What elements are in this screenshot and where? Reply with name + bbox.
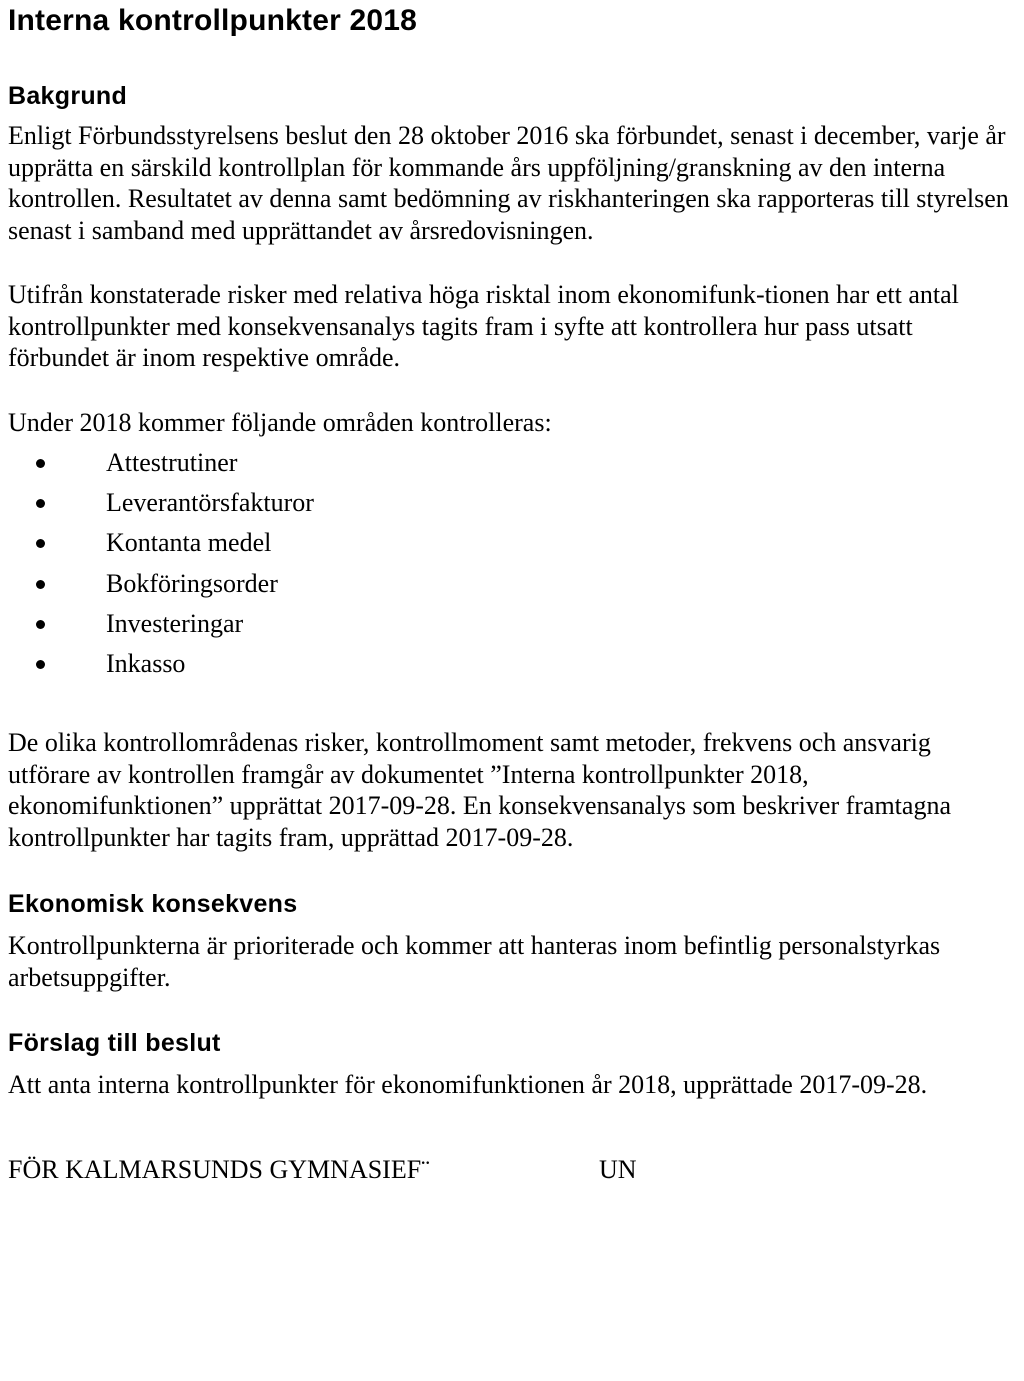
list-item-label: Inkasso [106,649,186,679]
section-heading-ekonomisk-konsekvens: Ekonomisk konsekvens [8,890,298,919]
list-item [8,604,1018,644]
list-item [8,564,1018,604]
list-item [8,443,1018,483]
bakgrund-paragraph-3: De olika kontrollområdenas risker, kontrollmoment samt metoder, frekvens och ansvarig utförare av kontrollen framgår av dokumentet ”Interna kontrollpunkter 2018, ekonomifunktionen” upprättat 2017-09-28. En konsekvensanalys som beskriver framtagna kontrollpunkter har tagits fram, upprättad 2017-09-28. [8,728,951,852]
ekonomisk-konsekvens-paragraph: Kontrollpunkterna är prioriterade och kommer att hanteras inom befintlig personalstyrkas arbetsuppgifter. [8,931,941,992]
bullet-icon [36,459,45,468]
list-item-label: Attestrutiner [106,448,238,477]
bullet-icon [36,620,45,629]
forslag-till-beslut-paragraph: Att anta interna kontrollpunkter för ekonomifunktionen år 2018, upprättade 2017-09-28. [8,1070,928,1100]
bullet-icon [36,660,45,669]
bullet-icon [36,539,45,548]
bullet-icon [36,580,45,589]
list-item [8,644,1018,684]
list-item-label: Kontanta medel [106,528,272,558]
bakgrund-paragraph-1: Enligt Förbundsstyrelsens beslut den 28 oktober 2016 ska förbundet, senast i december, varje år upprätta en särskild kontrollplan för kommande års uppföljning/granskning av den interna kontrollen. Resultatet av denna samt bedömning av riskhanteringen ska rapporteras till styrelsen senast i samband med upprättandet av årsredovisningen. [8,121,1009,245]
section-heading-bakgrund: Bakgrund [8,82,128,110]
signature-organization: FÖR KALMARSUNDS GYMNASIEF¨ [8,1154,430,1184]
list-item-label: Bokföringsorder [106,568,278,598]
list-item-label: Investeringar [106,608,244,638]
control-areas-list [8,443,1018,684]
list-item [8,523,1018,563]
bakgrund-paragraph-2: Utifrån konstaterade risker med relativa höga risktal inom ekonomifunk-tionen har ett antal kontrollpunkter med konsekvensanalys tagits fram i syfte att kontrollera hur pass utsatt förbundet är inom respektive område. [8,280,959,372]
document-title: Interna kontrollpunkter 2018 [8,4,418,37]
list-item-label: Leverantörsfakturor [106,488,314,518]
document-page [8,0,1018,1185]
section-heading-forslag-till-beslut: Förslag till beslut [8,1029,221,1058]
control-areas-intro: Under 2018 kommer följande områden kontrolleras: [8,407,552,437]
list-item [8,483,1018,523]
signature-line [8,1154,1018,1185]
signature-suffix: UN [599,1154,637,1184]
bullet-icon [36,499,45,508]
